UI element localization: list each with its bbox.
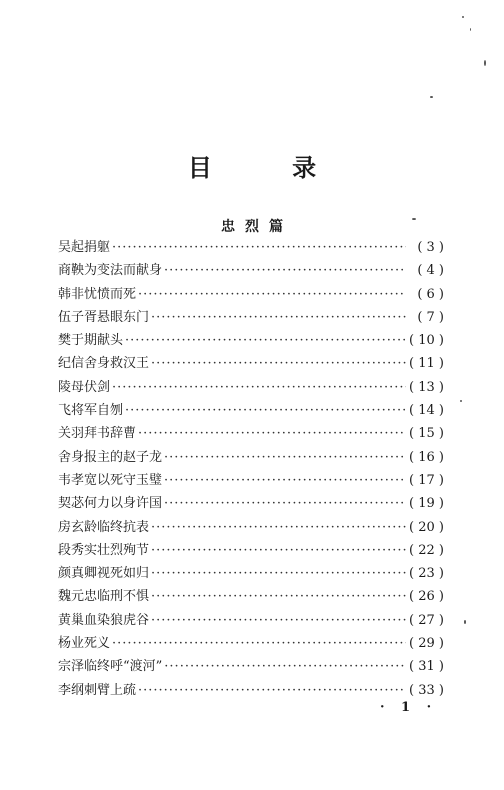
- scan-speck: [470, 28, 471, 31]
- toc-entry-title: 宗泽临终呼“渡河”: [58, 659, 163, 675]
- toc-entry: [58, 236, 444, 259]
- toc-dot-leader: [138, 422, 406, 445]
- toc-entry-page: ( 23 ): [409, 566, 444, 582]
- toc-dot-leader: [112, 376, 406, 399]
- scan-speck: [462, 16, 464, 18]
- toc-entry-title: 纪信舍身救汉王: [58, 356, 150, 372]
- toc-entry: [58, 585, 444, 608]
- toc-entry-page: ( 15 ): [409, 426, 444, 442]
- toc-entry-title: 飞将军自刎: [58, 403, 124, 419]
- toc-entry-page: ( 20 ): [409, 519, 444, 535]
- toc-dot-leader: [164, 259, 406, 282]
- toc-entry-title: 黄巢血染狼虎谷: [58, 612, 150, 628]
- toc-dot-leader: [151, 585, 406, 608]
- toc-entry: [58, 376, 444, 399]
- toc-entry-title: 韩非忧愤而死: [58, 286, 137, 302]
- scan-speck: [460, 400, 462, 402]
- toc-entry-page: ( 22 ): [409, 542, 444, 558]
- toc-entry-page: ( 26 ): [409, 589, 444, 605]
- toc-dot-leader: [138, 283, 406, 306]
- toc-dot-leader: [125, 329, 406, 352]
- toc-dot-leader: [151, 516, 406, 539]
- toc-entry-page: ( 27 ): [409, 612, 444, 628]
- toc-entry-page: ( 10 ): [409, 333, 444, 349]
- toc-entry-page: ( 6 ): [417, 286, 444, 302]
- toc-dot-leader: [151, 539, 406, 562]
- toc-dot-leader: [164, 446, 406, 469]
- toc-entry: [58, 516, 444, 539]
- toc-entry-title: 吴起捐躯: [58, 240, 111, 255]
- toc-entry-page: ( 29 ): [409, 636, 444, 652]
- toc-entry-title: 商鞅为变法而献身: [58, 263, 163, 279]
- page-number: · 1 ·: [380, 700, 438, 715]
- toc-entry-title: 樊于期献头: [58, 333, 124, 349]
- toc-entry: [58, 446, 444, 469]
- toc-entry-title: 魏元忠临刑不惧: [58, 589, 150, 605]
- toc-entry: [58, 562, 444, 585]
- toc-dot-leader: [151, 352, 406, 375]
- toc-dot-leader: [151, 609, 406, 632]
- toc-entry-title: 颜真卿视死如归: [58, 566, 150, 582]
- toc-dot-leader: [164, 655, 406, 678]
- toc-entry: [58, 422, 444, 445]
- toc-entry-title: 关羽拜书辞曹: [58, 426, 137, 442]
- toc-dot-leader: [164, 469, 406, 492]
- toc-entry-title: 舍身报主的赵子龙: [58, 449, 163, 465]
- toc-entry: [58, 492, 444, 515]
- toc-dot-leader: [112, 632, 406, 655]
- toc-entry: [58, 679, 444, 702]
- page-title: 目 录: [187, 153, 353, 182]
- toc-entry-page: ( 31 ): [409, 659, 444, 675]
- toc-entry-page: ( 17 ): [409, 472, 444, 488]
- toc-dot-leader: [151, 562, 406, 585]
- scan-speck: [430, 96, 433, 98]
- toc-entry-page: ( 11 ): [409, 356, 444, 372]
- toc-entry: [58, 469, 444, 492]
- toc-entry-page: ( 3 ): [417, 240, 444, 255]
- toc-entry: [58, 306, 444, 329]
- scan-speck: [464, 620, 466, 624]
- toc-dot-leader: [125, 399, 406, 422]
- scan-speck: [412, 218, 416, 220]
- toc-entry-page: ( 19 ): [409, 496, 444, 512]
- toc-entry-title: 杨业死义: [58, 636, 111, 652]
- toc-entry-page: ( 33 ): [409, 682, 444, 698]
- toc-entry: [58, 329, 444, 352]
- toc-dot-leader: [151, 306, 406, 329]
- toc-entry-page: ( 13 ): [409, 379, 444, 395]
- toc-entry-title: 陵母伏剑: [58, 379, 111, 395]
- toc-entry-page: ( 7 ): [417, 309, 444, 325]
- toc-entry-title: 伍子胥悬眼东门: [58, 309, 150, 325]
- toc-entry-title: 契苾何力以身许国: [58, 496, 163, 512]
- toc-entry: [58, 352, 444, 375]
- toc-entry: [58, 399, 444, 422]
- toc-entry: [58, 655, 444, 678]
- toc-entry: [58, 632, 444, 655]
- toc-entry: [58, 283, 444, 306]
- toc-entry-title: 房玄龄临终抗表: [58, 519, 150, 535]
- toc-entry-title: 段秀实壮烈殉节: [58, 542, 150, 558]
- toc-dot-leader: [164, 492, 406, 515]
- toc-entry: [58, 609, 444, 632]
- toc-entry-title: 韦孝宽以死守玉璧: [58, 472, 163, 488]
- section-title: 忠烈篇: [221, 219, 293, 235]
- toc-entry-page: ( 14 ): [409, 403, 444, 419]
- toc-entry-page: ( 16 ): [409, 449, 444, 465]
- toc-dot-leader: [138, 679, 406, 702]
- toc-entry: [58, 259, 444, 282]
- scan-speck: [484, 60, 486, 66]
- toc-entry-page: ( 4 ): [417, 263, 444, 279]
- table-of-contents: [58, 236, 444, 702]
- toc-entry-title: 李纲刺臂上疏: [58, 682, 137, 698]
- toc-entry: [58, 539, 444, 562]
- toc-dot-leader: [112, 236, 406, 259]
